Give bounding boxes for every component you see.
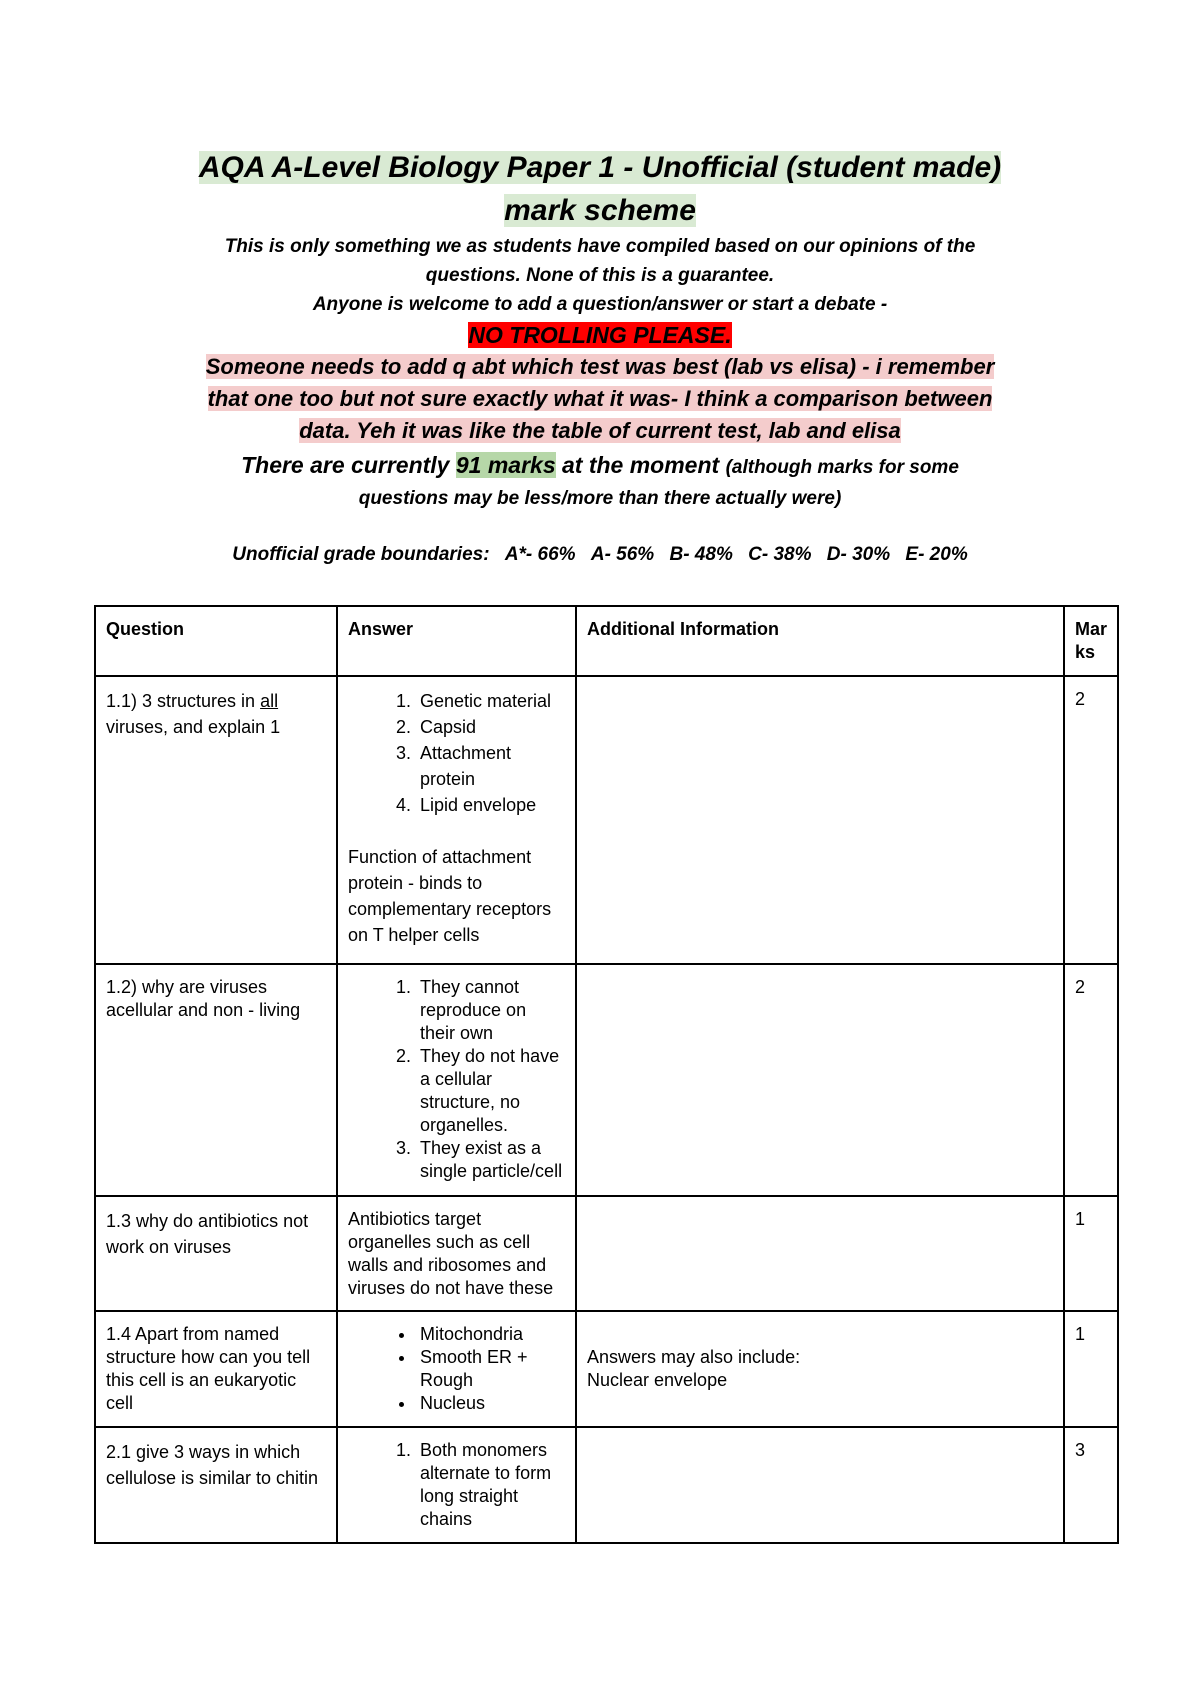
list-item: • Smooth ER + Rough: [416, 1346, 565, 1392]
answer-cell: [337, 964, 576, 1196]
welcome-text: Anyone is welcome to add a question/answer or start a debate -: [312, 294, 888, 315]
header-marks-line-1: Mar: [1075, 619, 1108, 639]
disclaimer: [150, 232, 1050, 319]
list-item: 3. Attachment protein: [416, 740, 565, 792]
mark-scheme-table: [94, 605, 1119, 1544]
request-note: [150, 351, 1050, 447]
answer-cell: [337, 1311, 576, 1427]
question-text: 1.1) 3 structures in: [106, 691, 261, 711]
question-underline: all: [260, 691, 279, 711]
additional-cell: [576, 676, 1064, 964]
table-row: [95, 1196, 1118, 1311]
answer-cell: [337, 1427, 576, 1543]
list-item: 3. They exist as a single particle/cell: [416, 1137, 565, 1183]
request-line-1: Someone needs to add q abt which test was best (lab vs elisa) - i remember: [205, 354, 995, 379]
header-additional: Additional Information: [576, 606, 1064, 676]
answer-cell: Antibiotics target organelles such as cell walls and ribosomes and viruses do not have these: [337, 1196, 576, 1311]
grade-d: D- 30%: [826, 544, 891, 565]
marks-cell: 3: [1064, 1427, 1118, 1543]
grade-a: A- 56%: [590, 544, 655, 565]
header-marks: [1064, 606, 1118, 676]
list-item: 2. They do not have a cellular structure, no organelles.: [416, 1045, 565, 1137]
header-answer: Answer: [337, 606, 576, 676]
additional-cell: [576, 964, 1064, 1196]
list-item: 1. Both monomers alternate to form long straight chains: [416, 1439, 565, 1531]
question-text-suffix: viruses, and explain 1: [106, 717, 281, 737]
document-title: [150, 146, 1050, 232]
marks-suffix: at the moment: [555, 452, 726, 478]
additional-cell: [576, 1311, 1064, 1427]
question-cell: [95, 676, 337, 964]
question-cell: 1.2) why are viruses acellular and non - living: [95, 964, 337, 1196]
grade-a-star: A*- 66%: [504, 544, 576, 565]
list-item: 4. Lipid envelope: [416, 792, 565, 818]
disclaimer-line-2: questions. None of this is a guarantee.: [425, 265, 775, 286]
marks-note-1: (although marks for some: [725, 457, 959, 478]
answer-bullets: [348, 1323, 565, 1415]
additional-line-1: Answers may also include:: [587, 1347, 801, 1367]
answer-list: [348, 1439, 565, 1531]
disclaimer-line-1: This is only something we as students have compiled based on our opinions of the: [224, 236, 976, 257]
marks-count: 91 marks: [455, 452, 556, 478]
total-marks-line: [150, 449, 1050, 484]
header-marks-line-2: ks: [1075, 642, 1096, 662]
marks-cell: 2: [1064, 964, 1118, 1196]
table-header-row: [95, 606, 1118, 676]
marks-cell: 2: [1064, 676, 1118, 964]
list-item: • Nucleus: [416, 1392, 565, 1415]
request-line-2: that one too but not sure exactly what it was- I think a comparison between: [207, 386, 993, 411]
question-cell: 2.1 give 3 ways in which cellulose is similar to chitin: [95, 1427, 337, 1543]
answer-list: [348, 688, 565, 818]
request-line-3: data. Yeh it was like the table of current test, lab and elisa: [299, 418, 901, 443]
header-question: Question: [95, 606, 337, 676]
question-cell: 1.3 why do antibiotics not work on viruses: [95, 1196, 337, 1311]
additional-cell: [576, 1196, 1064, 1311]
marks-prefix: There are currently: [241, 452, 456, 478]
document-header: [150, 146, 1050, 569]
no-trolling-text: NO TROLLING PLEASE.: [468, 322, 732, 348]
marks-note-2: questions may be less/more than there actually were): [358, 488, 842, 509]
list-item: • Mitochondria: [416, 1323, 565, 1346]
grade-b: B- 48%: [669, 544, 733, 565]
list-item: 1. They cannot reproduce on their own: [416, 976, 565, 1045]
no-trolling-banner: [150, 319, 1050, 351]
answer-list: [348, 976, 565, 1183]
grade-boundaries: [150, 540, 1050, 569]
answer-cell: [337, 676, 576, 964]
additional-line-2: Nuclear envelope: [587, 1370, 728, 1390]
grade-e: E- 20%: [905, 544, 968, 565]
question-cell: 1.4 Apart from named structure how can you tell this cell is an eukaryotic cell: [95, 1311, 337, 1427]
answer-paragraph: Function of attachment protein - binds to complementary receptors on T helper cells: [348, 847, 552, 945]
grades-label: Unofficial grade boundaries:: [232, 544, 490, 565]
title-line-2: mark scheme: [504, 194, 696, 227]
list-item: 1. Genetic material: [416, 688, 565, 714]
list-item: 2. Capsid: [416, 714, 565, 740]
table-row: [95, 1427, 1118, 1543]
grade-c: C- 38%: [748, 544, 812, 565]
table-row: [95, 964, 1118, 1196]
marks-cell: 1: [1064, 1311, 1118, 1427]
title-line-1: AQA A-Level Biology Paper 1 - Unofficial (student made): [198, 151, 1002, 184]
marks-cell: 1: [1064, 1196, 1118, 1311]
table-row: [95, 1311, 1118, 1427]
table-row: [95, 676, 1118, 964]
additional-cell: [576, 1427, 1064, 1543]
